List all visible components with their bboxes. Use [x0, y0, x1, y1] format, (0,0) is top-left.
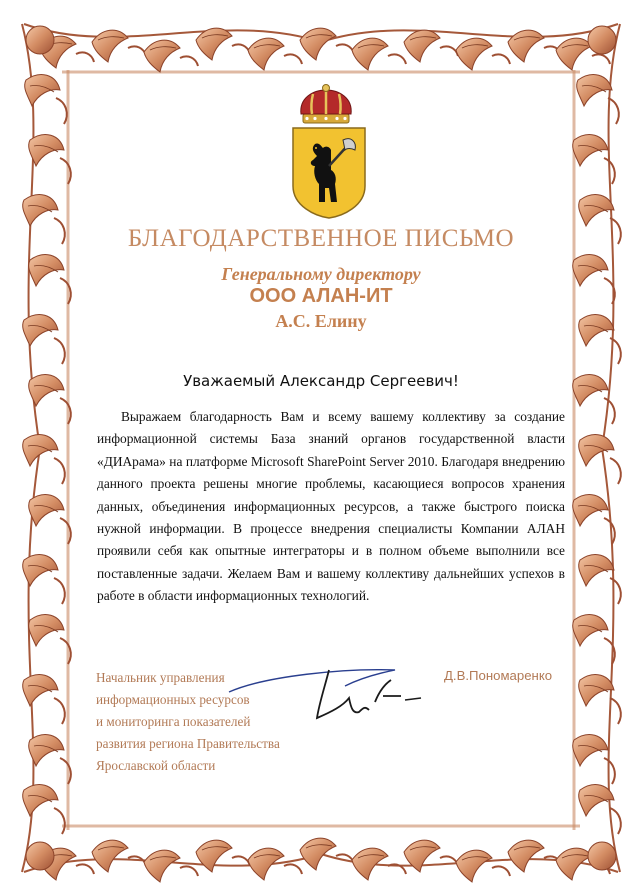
coat-of-arms-bear-icon	[291, 126, 367, 220]
recipient-position: Генеральному директору	[221, 264, 421, 284]
signatory-line: и мониторинга показателей	[96, 714, 251, 729]
handwritten-signature	[225, 662, 435, 724]
signatory-line: развития региона Правительства	[96, 736, 280, 751]
recipient-company: ООО АЛАН-ИТ	[249, 285, 393, 307]
signatory-line: Ярославской области	[96, 758, 216, 773]
greeting: Уважаемый Александр Сергеевич!	[183, 372, 459, 390]
signatory-line: Начальник управления	[96, 670, 225, 685]
signatory-name: Д.В.Пономаренко	[444, 668, 553, 683]
signatory-line: информационных ресурсов	[96, 692, 250, 707]
crown-icon	[295, 84, 357, 128]
letter-body: Выражаем благодарность Вам и всему вашему коллективу за создание информационной системы База знаний органов государственной власти «ДИАрама» на платформе Microsoft SharePoint Server 2010. Благодаря внедрению данного проекта решены многие проблемы, касающиеся вопросов хранения данных, объединения информационных ресурсов, а также быстрого поиска нужной информации. В процессе внедрения специалисты Компании АЛАН проявили себя как опытные интеграторы и в полном объеме выполнили все поставленные задачи. Желаем Вам и вашему коллективу дальнейших успехов в работе в области информационных технологий.	[97, 409, 565, 604]
recipient-name: А.С. Елину	[275, 311, 367, 331]
letter-title: БЛАГОДАРСТВЕННОЕ ПИСЬМО	[127, 225, 515, 252]
